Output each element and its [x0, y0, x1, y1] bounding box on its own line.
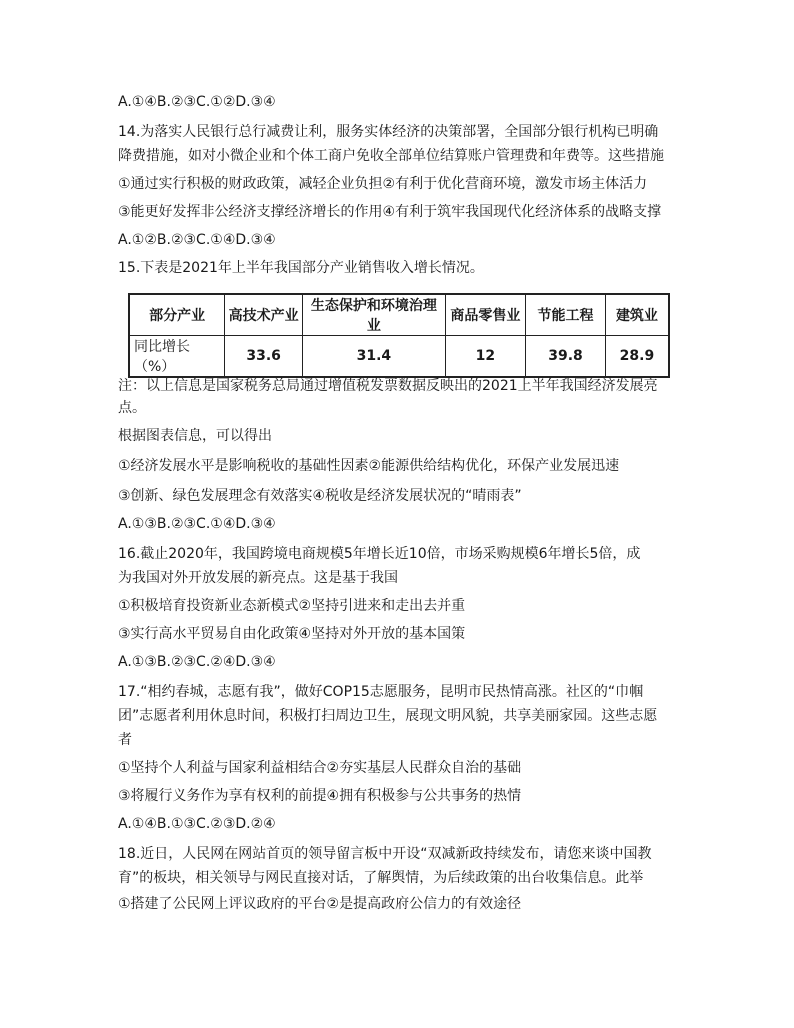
table-header-cell: 生态保护和环境治理业 [303, 294, 446, 336]
q14-stem-line-2: 降费措施，如对小微企业和个体工商户免收全部单位结算账户管理费和年费等。这些措施 [118, 148, 664, 164]
q18-stem-line-1: 18.近日，人民网在网站首页的领导留言板中开设“双减新政持续发布，请您来谈中国教 [118, 846, 652, 862]
q17-stem-line-3: 者 [118, 732, 132, 748]
table-cell: 39.8 [526, 336, 606, 378]
q15-option-line-1: ①经济发展水平是影响税收的基础性因素②能源供给结构优化，环保产业发展迅速 [118, 458, 620, 474]
q14-option-line-1: ①通过实行积极的财政政策，减轻企业负担②有利于优化营商环境，激发市场主体活力 [118, 176, 648, 192]
q18-option-line-1: ①搭建了公民网上评议政府的平台②是提高政府公信力的有效途径 [118, 896, 522, 912]
table-cell: 28.9 [605, 336, 669, 378]
q15-note-line-2: 点。 [118, 400, 146, 416]
industry-sales-growth-table [128, 293, 670, 378]
table-header-cell: 节能工程 [526, 294, 606, 336]
q14-stem-line-1: 14.为落实人民银行总行减费让利，服务实体经济的决策部署，全国部分银行机构已明确 [118, 124, 659, 140]
q16-option-line-1: ①积极培育投资新业态新模式②坚持引进来和走出去并重 [118, 598, 466, 614]
table-cell: 33.6 [225, 336, 303, 378]
q18-stem-line-2: 育”的板块，相关领导与网民直接对话，了解舆情，为后续政策的出台收集信息。此举 [118, 870, 644, 886]
q15-stem: 15.下表是2021年上半年我国部分产业销售收入增长情况。 [118, 260, 484, 276]
table-header-cell: 部分产业 [129, 294, 225, 336]
q17-stem-line-1: 17.“相约春城，志愿有我”，做好COP15志愿服务，昆明市民热情高涨。社区的“巾帼 [118, 684, 644, 700]
q15-option-line-2: ③创新、绿色发展理念有效落实④税收是经济发展状况的“晴雨表” [118, 488, 522, 504]
table-header-cell: 高技术产业 [225, 294, 303, 336]
q15-note-line-1: 注：以上信息是国家税务总局通过增值税发票数据反映出的2021上半年我国经济发展亮 [118, 378, 658, 394]
q16-answer-choices: A.①③B.②③C.②④D.③④ [118, 654, 276, 670]
q16-option-line-2: ③实行高水平贸易自由化政策④坚持对外开放的基本国策 [118, 626, 466, 642]
table-cell: 12 [445, 336, 525, 378]
q16-stem-line-2: 为我国对外开放发展的新亮点。这是基于我国 [118, 570, 398, 586]
q14-answer-choices: A.①②B.②③C.①④D.③④ [118, 232, 276, 248]
q14-option-line-2: ③能更好发挥非公经济支撑经济增长的作用④有利于筑牢我国现代化经济体系的战略支撑 [118, 204, 662, 220]
table-header-cell: 建筑业 [605, 294, 669, 336]
q17-stem-line-2: 团”志愿者利用休息时间，积极打扫周边卫生，展现文明风貌，共享美丽家园。这些志愿 [118, 708, 658, 724]
q15-answer-choices: A.①③B.②③C.①④D.③④ [118, 516, 276, 532]
table-row [129, 336, 669, 378]
q16-stem-line-1: 16.截止2020年，我国跨境电商规模5年增长近10倍，市场采购规模6年增长5倍，成 [118, 546, 641, 562]
table-cell: 31.4 [303, 336, 446, 378]
table-header-row [129, 294, 669, 336]
q17-answer-choices: A.①④B.①③C.②③D.②④ [118, 816, 276, 832]
table-row-label: 同比增长（%） [129, 336, 225, 378]
table-header-cell: 商品零售业 [445, 294, 525, 336]
q15-lead: 根据图表信息，可以得出 [118, 428, 272, 444]
q17-option-line-2: ③将履行义务作为享有权利的前提④拥有积极参与公共事务的热情 [118, 788, 522, 804]
q13-answer-choices: A.①④B.②③C.①②D.③④ [118, 94, 276, 110]
q17-option-line-1: ①坚持个人利益与国家利益相结合②夯实基层人民群众自治的基础 [118, 760, 522, 776]
